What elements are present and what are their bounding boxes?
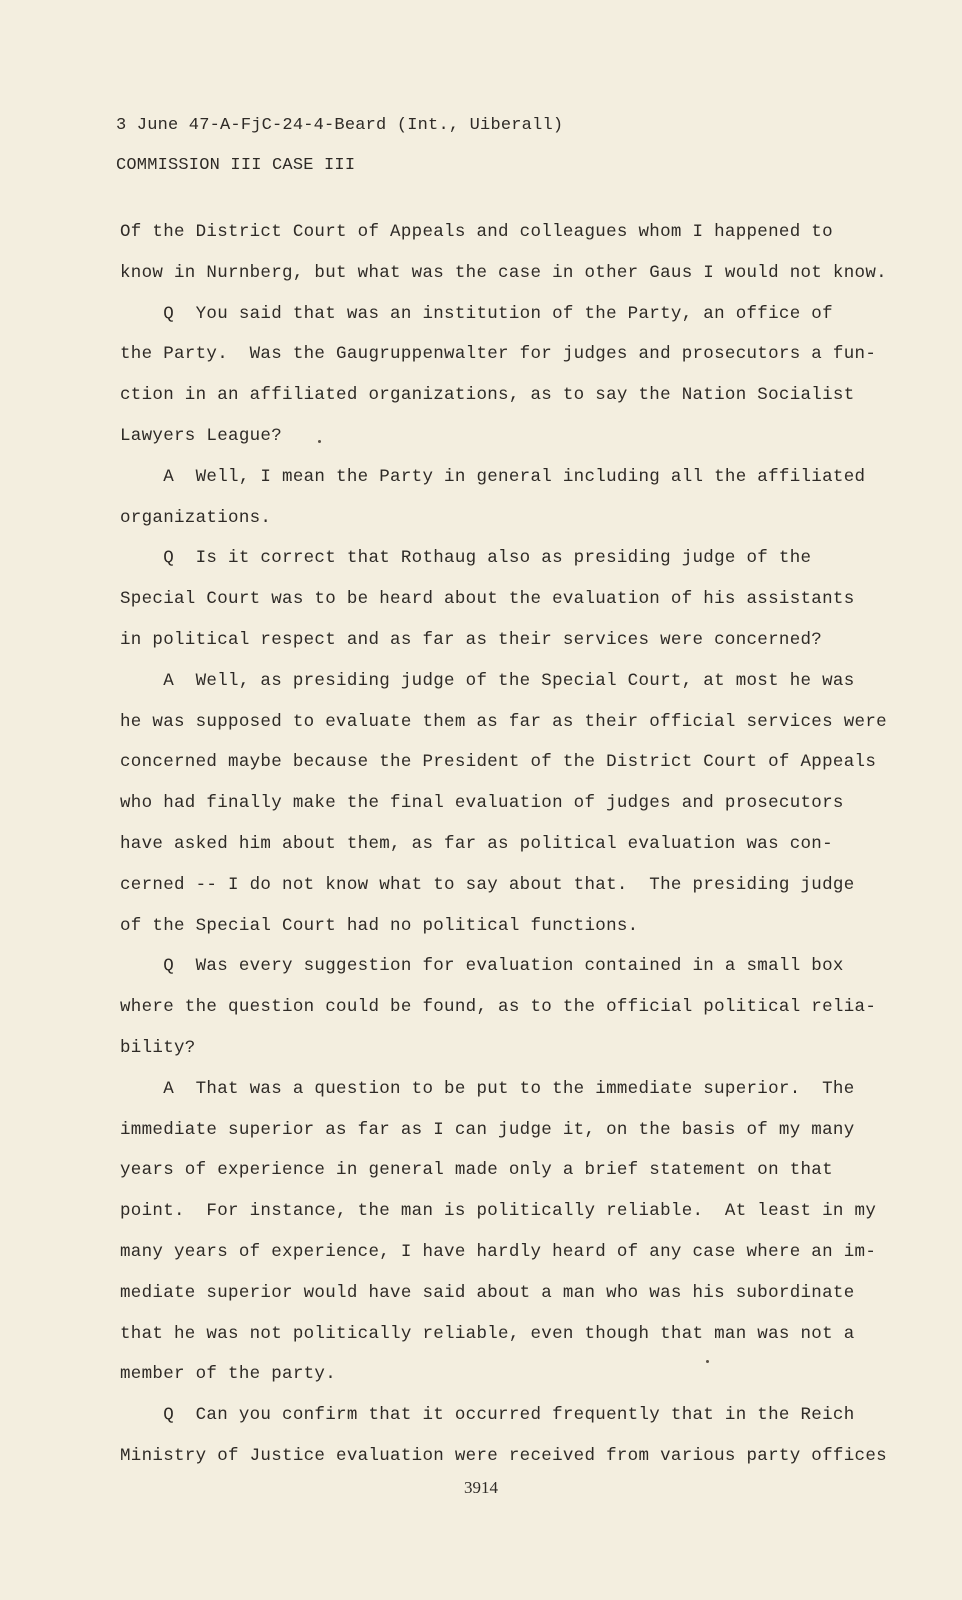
transcript-line: where the question could be found, as to the official political relia- xyxy=(120,997,877,1018)
transcript-line: Special Court was to be heard about the evaluation of his assistants xyxy=(120,589,855,610)
ink-speck xyxy=(318,440,321,443)
ink-speck xyxy=(706,1360,709,1363)
transcript-line: Ministry of Justice evaluation were received from various party offices xyxy=(120,1446,887,1466)
transcript-line: mediate superior would have said about a man who was his subordinate xyxy=(120,1282,855,1303)
transcript-line: Q You said that was an institution of the Party, an office of xyxy=(120,303,833,324)
transcript-line: concerned maybe because the President of the District Court of Appeals xyxy=(120,752,877,773)
transcript-line: in political respect and as far as their services were concerned? xyxy=(120,630,823,650)
transcript-line: that he was not politically reliable, even though that man was not a xyxy=(120,1323,855,1344)
transcript-line: ction in an affiliated organizations, as to say the Nation Socialist xyxy=(120,385,855,406)
transcript-line: Lawyers League? xyxy=(120,426,283,446)
transcript-line: of the Special Court had no political functions. xyxy=(120,915,639,936)
transcript-line: bility? xyxy=(120,1038,196,1058)
transcript-line: many years of experience, I have hardly heard of any case where an im- xyxy=(120,1242,877,1262)
transcript-line: know in Nurnberg, but what was the case in other Gaus I would not know. xyxy=(120,262,887,283)
transcript-line: A Well, as presiding judge of the Special Court, at most he was xyxy=(120,670,855,691)
document-header xyxy=(116,106,563,186)
transcript-line: organizations. xyxy=(120,507,272,528)
transcript-line: Of the District Court of Appeals and colleagues whom I happened to xyxy=(120,222,833,242)
header-reference-line: 3 June 47-A-FjC-24-4-Beard (Int., Uiberall) xyxy=(116,116,564,135)
transcript-line: years of experience in general made only a brief statement on that xyxy=(120,1160,833,1181)
transcript-line: cerned -- I do not know what to say about that. The presiding judge xyxy=(120,874,855,895)
transcript-line: Q Is it correct that Rothaug also as presiding judge of the xyxy=(120,548,812,569)
transcript-line: Q Can you confirm that it occurred frequently that in the Reich xyxy=(120,1405,855,1426)
transcript-line: member of the party. xyxy=(120,1364,337,1385)
transcript-line: A That was a question to be put to the immediate superior. The xyxy=(120,1078,855,1099)
transcript-line: immediate superior as far as I can judge it, on the basis of my many xyxy=(120,1119,855,1140)
transcript-line: have asked him about them, as far as political evaluation was con- xyxy=(120,834,833,854)
header-case-line: COMMISSION III CASE III xyxy=(116,156,356,175)
transcript-line: A Well, I mean the Party in general including all the affiliated xyxy=(120,466,866,487)
transcript-line: he was supposed to evaluate them as far as their official services were xyxy=(120,711,887,732)
transcript-line: who had finally make the final evaluation of judges and prosecutors xyxy=(120,793,844,814)
transcript-line: the Party. Was the Gaugruppenwalter for judges and prosecutors a fun- xyxy=(120,344,877,365)
transcript-line: point. For instance, the man is politically reliable. At least in my xyxy=(120,1201,877,1222)
transcript-line: Q Was every suggestion for evaluation contained in a small box xyxy=(120,956,844,977)
page-number: 3914 xyxy=(464,1478,498,1497)
